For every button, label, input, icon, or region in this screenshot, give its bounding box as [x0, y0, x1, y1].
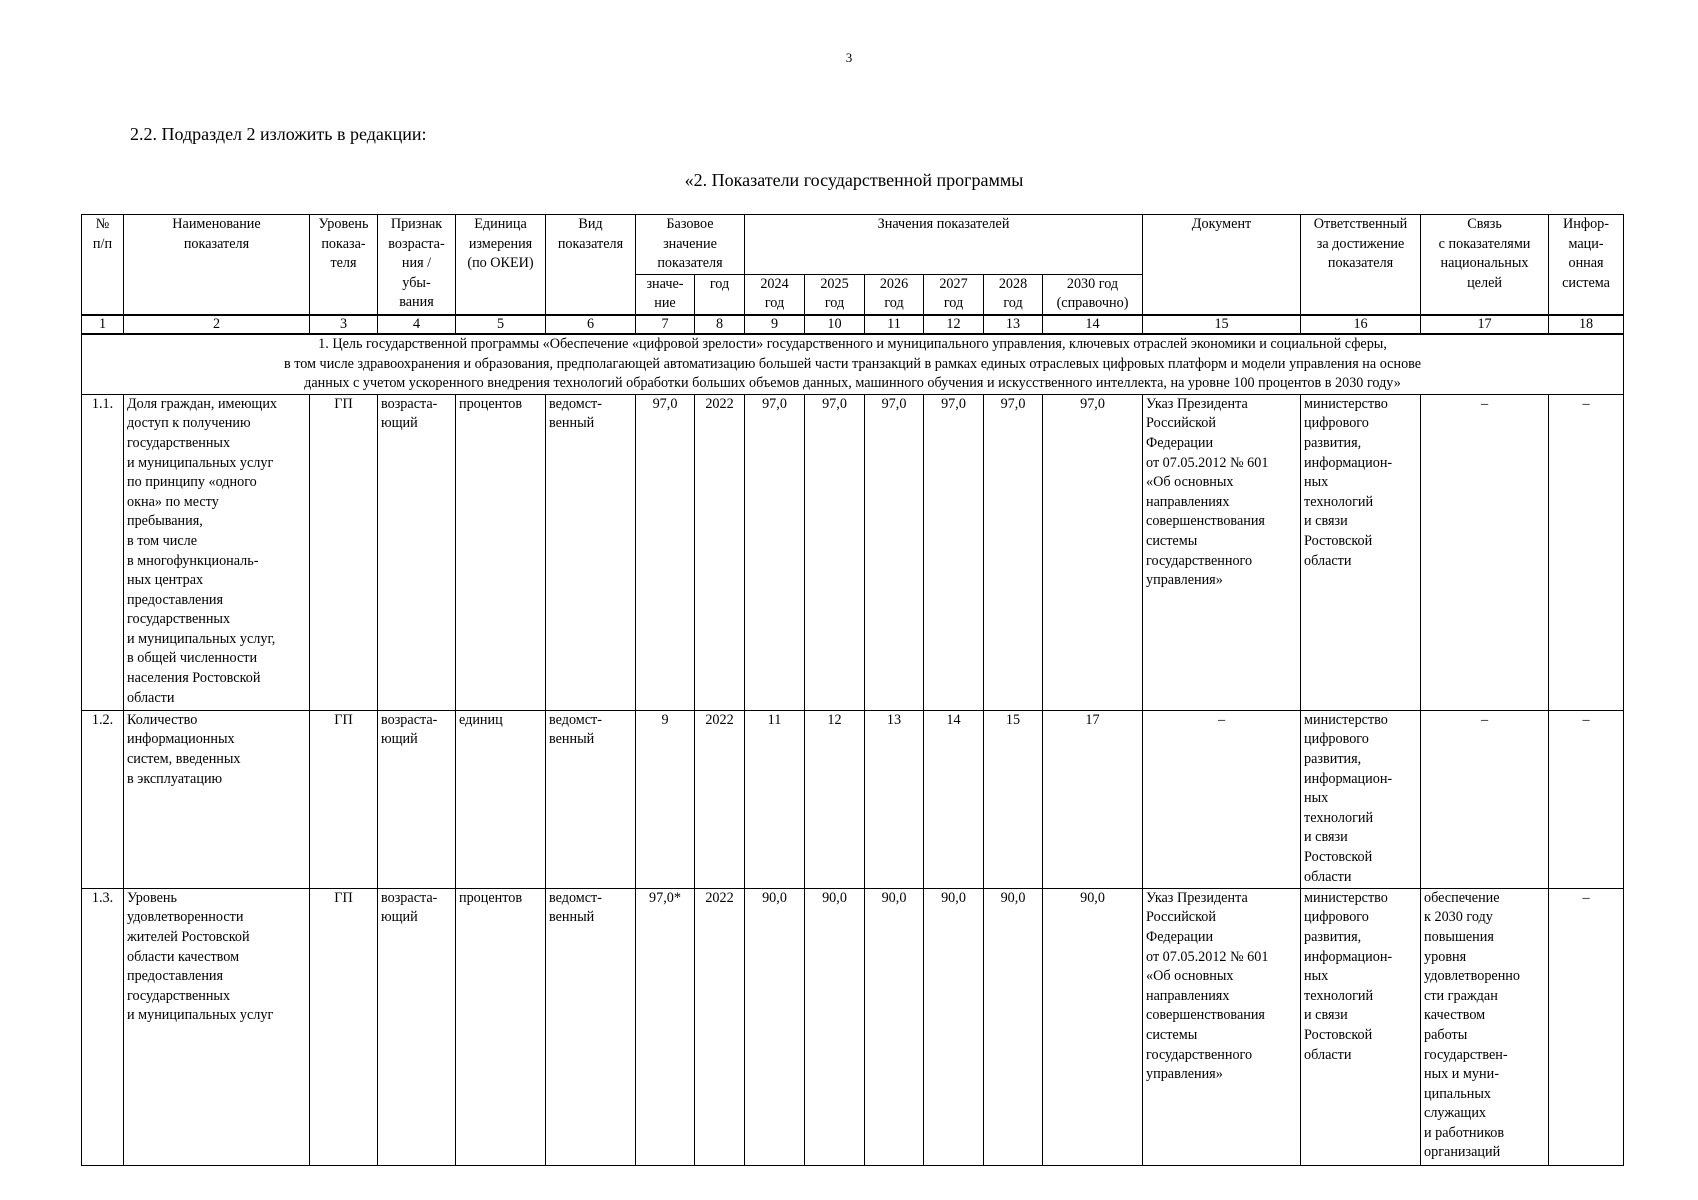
header-year-2028: 2028 год	[984, 274, 1043, 315]
row-num: 1.2.	[82, 710, 124, 888]
column-number: 10	[805, 315, 865, 334]
indicator-responsible: министерство цифрового развития, информацион- ных технологий и связи Ростовской области	[1301, 394, 1421, 710]
column-number: 14	[1043, 315, 1143, 334]
header-values: Значения показателей	[745, 215, 1143, 275]
column-number: 11	[865, 315, 924, 334]
indicator-kind: ведомст- венный	[546, 710, 636, 888]
table-row	[82, 394, 1624, 710]
value-2030: 17	[1043, 710, 1143, 888]
header-year-2025: 2025 год	[805, 274, 865, 315]
intro-paragraph: 2.2. Подраздел 2 изложить в редакции:	[130, 124, 427, 144]
program-goal: 1. Цель государственной программы «Обеспечение «цифровой зрелости» государственного и муниципального управления, ключевых отраслей экономики и социальной сферы, в том числе здравоохранения и образования, предполагающей автоматизацию большей части транзакций в рамках единых отраслевых цифровых платформ и модели управления на основе данных с учетом ускоренного внедрения технологий обработки больших объемов данных, машинного обучения и искусственного интеллекта, на уровне 100 процентов в 2030 году»	[82, 334, 1624, 394]
row-num: 1.3.	[82, 888, 124, 1165]
row-num: 1.1.	[82, 394, 124, 710]
value-2026: 13	[865, 710, 924, 888]
header-document: Документ	[1143, 215, 1301, 315]
column-number: 8	[695, 315, 745, 334]
header-name: Наименование показателя	[124, 215, 310, 315]
value-2030: 97,0	[1043, 394, 1143, 710]
header-year-2030: 2030 год (справочно)	[1043, 274, 1143, 315]
column-number: 6	[546, 315, 636, 334]
indicator-level: ГП	[310, 888, 378, 1165]
page-number: 3	[845, 50, 853, 65]
header-unit: Единица измерения (по ОКЕИ)	[456, 215, 546, 315]
column-number: 18	[1549, 315, 1624, 334]
header-year-2024: 2024 год	[745, 274, 805, 315]
value-2024: 11	[745, 710, 805, 888]
indicator-name: Уровень удовлетворенности жителей Ростовской области качеством предоставления государственных и муниципальных услуг	[124, 888, 310, 1165]
value-2028: 97,0	[984, 394, 1043, 710]
indicator-link: –	[1421, 710, 1549, 888]
indicator-trend: возраста- ющий	[378, 394, 456, 710]
header-base-year: год	[695, 274, 745, 315]
section-title: «2. Показатели государственной программы	[684, 170, 1024, 190]
header-link: Связь с показателями национальных целей	[1421, 215, 1549, 315]
column-number: 4	[378, 315, 456, 334]
header-year-2026: 2026 год	[865, 274, 924, 315]
indicator-name: Количество информационных систем, введенных в эксплуатацию	[124, 710, 310, 888]
goal-row	[82, 334, 1624, 394]
indicator-document: Указ Президента Российской Федерации от 07.05.2012 № 601 «Об основных направлениях совершенствования системы государственного управления»	[1143, 888, 1301, 1165]
column-number: 1	[82, 315, 124, 334]
column-number: 13	[984, 315, 1043, 334]
indicator-trend: возраста- ющий	[378, 888, 456, 1165]
base-year: 2022	[695, 888, 745, 1165]
value-2025: 12	[805, 710, 865, 888]
value-2028: 15	[984, 710, 1043, 888]
value-2028: 90,0	[984, 888, 1043, 1165]
value-2026: 97,0	[865, 394, 924, 710]
indicator-unit: процентов	[456, 888, 546, 1165]
column-number: 17	[1421, 315, 1549, 334]
header-num: № п/п	[82, 215, 124, 315]
value-2027: 97,0	[924, 394, 984, 710]
value-2024: 90,0	[745, 888, 805, 1165]
table-row	[82, 710, 1624, 888]
header-info: Инфор- маци- онная система	[1549, 215, 1624, 315]
column-number: 9	[745, 315, 805, 334]
value-2027: 14	[924, 710, 984, 888]
header-row-1	[82, 215, 1624, 275]
header-level: Уровень показа- теля	[310, 215, 378, 315]
column-number: 2	[124, 315, 310, 334]
indicator-info: –	[1549, 888, 1624, 1165]
value-2025: 90,0	[805, 888, 865, 1165]
indicator-trend: возраста- ющий	[378, 710, 456, 888]
column-number: 15	[1143, 315, 1301, 334]
header-year-2027: 2027 год	[924, 274, 984, 315]
column-number: 3	[310, 315, 378, 334]
indicator-document: Указ Президента Российской Федерации от 07.05.2012 № 601 «Об основных направлениях совершенствования системы государственного управления»	[1143, 394, 1301, 710]
indicator-level: ГП	[310, 394, 378, 710]
indicator-info: –	[1549, 710, 1624, 888]
indicator-kind: ведомст- венный	[546, 394, 636, 710]
indicator-link: обеспечение к 2030 году повышения уровня удовлетворенно сти граждан качеством работы государствен- ных и муни- ципальных служащих и работников организаций	[1421, 888, 1549, 1165]
indicator-name: Доля граждан, имеющих доступ к получению государственных и муниципальных услуг по принципу «одного окна» по месту пребывания, в том числе в многофункциональ- ных центрах предоставления государственных и муниципальных услуг, в общей численности населения Ростовской области	[124, 394, 310, 710]
column-number: 12	[924, 315, 984, 334]
indicator-level: ГП	[310, 710, 378, 888]
value-2030: 90,0	[1043, 888, 1143, 1165]
base-value: 9	[636, 710, 695, 888]
indicator-info: –	[1549, 394, 1624, 710]
header-kind: Вид показателя	[546, 215, 636, 315]
header-base-value: значе- ние	[636, 274, 695, 315]
base-value: 97,0*	[636, 888, 695, 1165]
base-value: 97,0	[636, 394, 695, 710]
base-year: 2022	[695, 710, 745, 888]
indicator-kind: ведомст- венный	[546, 888, 636, 1165]
value-2024: 97,0	[745, 394, 805, 710]
column-number: 16	[1301, 315, 1421, 334]
indicator-unit: процентов	[456, 394, 546, 710]
column-number-row	[82, 315, 1624, 334]
value-2025: 97,0	[805, 394, 865, 710]
value-2026: 90,0	[865, 888, 924, 1165]
indicator-document: –	[1143, 710, 1301, 888]
indicator-responsible: министерство цифрового развития, информацион- ных технологий и связи Ростовской области	[1301, 888, 1421, 1165]
header-trend: Признак возраста- ния / убы- вания	[378, 215, 456, 315]
value-2027: 90,0	[924, 888, 984, 1165]
base-year: 2022	[695, 394, 745, 710]
indicators-table	[81, 214, 1624, 1166]
column-number: 7	[636, 315, 695, 334]
header-responsible: Ответственный за достижение показателя	[1301, 215, 1421, 315]
header-base: Базовое значение показателя	[636, 215, 745, 275]
indicator-link: –	[1421, 394, 1549, 710]
table-row	[82, 888, 1624, 1165]
indicator-responsible: министерство цифрового развития, информацион- ных технологий и связи Ростовской области	[1301, 710, 1421, 888]
column-number: 5	[456, 315, 546, 334]
indicator-unit: единиц	[456, 710, 546, 888]
